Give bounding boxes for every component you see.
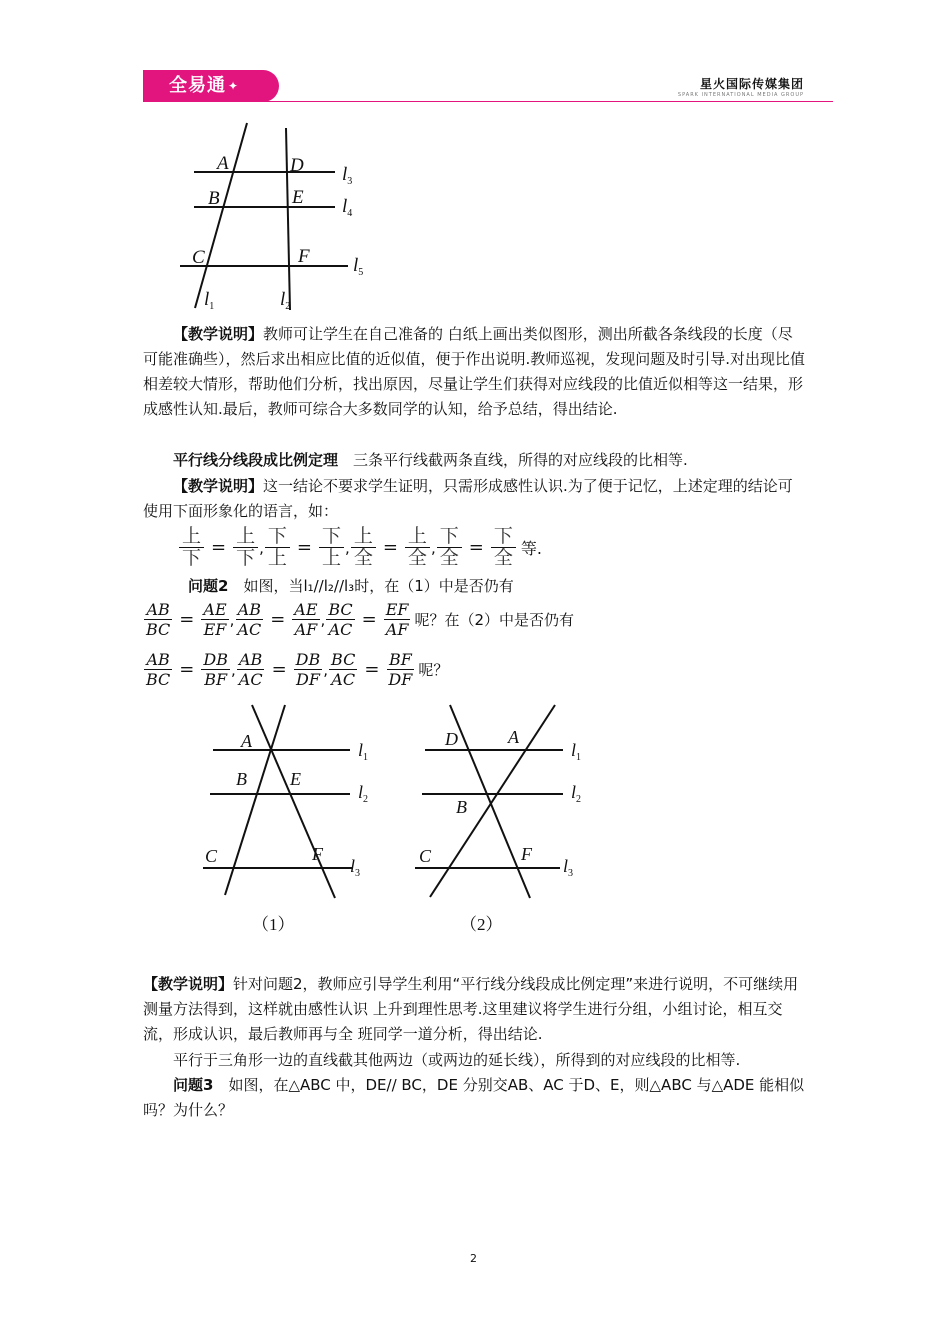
label-F: F xyxy=(298,246,310,267)
fraction: $\frac{EF}{AF}$ xyxy=(385,600,409,639)
fraction: $\frac{AB}{AC}$ xyxy=(237,600,262,639)
note-text: 这一结论不要求学生证明，只需形成感性认识.为了便于记忆，上述定理的结论可使用下面形象化的语言，如： xyxy=(143,477,793,520)
fraction: $\frac{AB}{AC}$ xyxy=(238,650,263,689)
theorem-text: 三条平行线截两条直线，所得的对应线段的比相等. xyxy=(338,451,688,469)
ratio-row-1: $\frac{AB}{BC}$ = $\frac{AE}{EF}$ , $\frac{AB}{AC}$ = $\frac{AE}{AF}$ , $\frac{BC}{AC}$ = $\frac{EF}{AF}$ 呢？在（2）中是否仍有 xyxy=(146,600,575,639)
fraction: $\frac{BC}{AC}$ xyxy=(331,650,356,689)
theorem-name: 平行线分线段成比例定理 xyxy=(173,451,339,469)
mnemonic-row: $\frac{\text{上}}{\text{下}}$ = $\frac{\text{上}}{\text{下}}$ , $\frac{\text{下}}{\text{上}}$ = $\frac{\text{下}}{\text{上}}$ , $\frac{\text{上}}{\text{全}}$ = $\frac{\text{上}}{\text{全}}$ , $\frac{\text{下}}{\text{全}}$ = $\frac{\text{下}}{\text{全}}$ 等. xyxy=(178,526,542,569)
figure-2 xyxy=(405,700,605,940)
theorem xyxy=(143,448,807,473)
svg-text:l3: $l_3$ xyxy=(350,856,361,879)
fraction: $\frac{\text{下}}{\text{全}}$ xyxy=(437,526,462,569)
svg-text:l2: $l_2$ xyxy=(358,782,369,805)
fraction: $\frac{BC}{AC}$ xyxy=(328,600,353,639)
label-l2: $l_2$ xyxy=(280,289,291,312)
fraction: $\frac{\text{下}}{\text{全}}$ xyxy=(491,526,516,569)
figure-caption: （2） xyxy=(460,915,503,934)
label-B: B xyxy=(208,188,220,209)
fraction: $\frac{AB}{BC}$ xyxy=(146,650,171,689)
fraction: $\frac{\text{上}}{\text{全}}$ xyxy=(405,526,430,569)
label-E: E xyxy=(292,187,304,208)
svg-text:l2: $l_2$ xyxy=(571,782,582,805)
svg-text:E: E xyxy=(290,769,301,789)
fraction: $\frac{\text{上}}{\text{下}}$ xyxy=(179,526,204,569)
svg-text:A: A xyxy=(241,731,252,751)
fraction: $\frac{\text{下}}{\text{上}}$ xyxy=(265,526,290,569)
question-label: 问题3 xyxy=(173,1076,214,1094)
fraction: $\frac{\text{下}}{\text{上}}$ xyxy=(319,526,344,569)
teaching-note-1 xyxy=(143,322,807,422)
note-text: 教师可让学生在自己准备的 白纸上画出类似图形，测出所截各条线段的长度（尽可能准确些），然后求出相应比值的近似值，便于作出说明.教师巡视，发现问题及时引导.对出现比值相差较大情形，帮助他们分析，找出原因，尽量让学生们获得对应线段的比值近似相等这一结果，形成感性认知.最后，教师可综合大多数同学的认知，给予总结，得出结论. xyxy=(143,325,806,418)
fraction: $\frac{BF}{DF}$ xyxy=(388,650,413,689)
label-l1: $l_1$ xyxy=(204,289,215,312)
note-lead: 【教学说明】 xyxy=(143,975,234,993)
fraction: $\frac{AE}{EF}$ xyxy=(203,600,227,639)
teaching-note-2 xyxy=(143,474,807,524)
svg-text:l1: $l_1$ xyxy=(571,740,582,763)
corollary: 平行于三角形一边的直线截其他两边（或两边的延长线），所得到的对应线段的比相等. xyxy=(173,1051,741,1069)
page-number: 2 xyxy=(470,1252,477,1265)
figure-1 xyxy=(200,700,390,940)
label-C: C xyxy=(192,247,205,268)
fraction: $\frac{AE}{AF}$ xyxy=(294,600,318,639)
header-rule xyxy=(143,101,833,102)
svg-text:F: F xyxy=(312,844,323,864)
fraction: $\frac{\text{上}}{\text{下}}$ xyxy=(233,526,258,569)
note-lead: 【教学说明】 xyxy=(173,477,264,495)
publisher-block xyxy=(678,75,804,98)
question-text: 如图，当l₁//l₂//l₃时，在（1）中是否仍有 xyxy=(228,577,514,595)
teaching-note-3 xyxy=(143,972,807,1047)
svg-text:F: F xyxy=(521,844,532,864)
svg-text:C: C xyxy=(419,846,432,866)
label-D: D xyxy=(290,155,304,176)
brand-name: 全易通 xyxy=(169,75,226,96)
line-l1 xyxy=(195,123,247,308)
fraction: $\frac{DB}{DF}$ xyxy=(295,650,321,689)
brand-logo xyxy=(143,70,279,102)
svg-text:C: C xyxy=(205,846,218,866)
publisher-name: 星火国际传媒集团 xyxy=(699,77,804,91)
question-text: 如图，在△ABC 中，DE// BC，DE 分别交AB、AC 于D、E，则△ABC 与△ADE 能相似吗？为什么？ xyxy=(143,1076,805,1119)
note-lead: 【教学说明】 xyxy=(173,325,264,343)
svg-text:B: B xyxy=(236,769,247,789)
svg-text:B: B xyxy=(456,797,467,817)
svg-text:A: A xyxy=(508,727,519,747)
fraction: $\frac{DB}{BF}$ xyxy=(203,650,228,689)
label-l4: $l_4$ xyxy=(342,196,353,219)
star-icon: ✦ xyxy=(228,79,240,93)
fraction: $\frac{AB}{BC}$ xyxy=(146,600,171,639)
label-l5: $l_5$ xyxy=(353,255,364,278)
svg-text:l1: $l_1$ xyxy=(358,740,369,763)
question-3 xyxy=(143,1073,807,1123)
question-label: 问题2 xyxy=(188,577,229,595)
figure-caption: （1） xyxy=(252,915,295,934)
ratio-row-2: $\frac{AB}{BC}$ = $\frac{DB}{BF}$ , $\frac{AB}{AC}$ = $\frac{DB}{DF}$ , $\frac{BC}{AC}$ = $\frac{BF}{DF}$ 呢？ xyxy=(146,650,449,689)
label-l3: $l_3$ xyxy=(342,164,353,187)
note-text: 针对问题2，教师应引导学生利用“平行线分线段成比例定理”来进行说明，不可继续用测量方法得到，这样就由感性认识 上升到理性思考.这里建议将学生进行分组，小组讨论，相互交流，形成认识，最后教师再与全 班同学一道分析，得出结论. xyxy=(143,975,799,1043)
svg-text:l3: $l_3$ xyxy=(563,856,574,879)
label-A: A xyxy=(217,153,229,174)
publisher-name-en: SPARK INTERNATIONAL MEDIA GROUP xyxy=(677,92,804,98)
fraction: $\frac{\text{上}}{\text{全}}$ xyxy=(351,526,376,569)
question-2 xyxy=(188,574,852,599)
svg-text:D: D xyxy=(445,729,458,749)
figure-three-parallel-lines xyxy=(170,118,380,318)
